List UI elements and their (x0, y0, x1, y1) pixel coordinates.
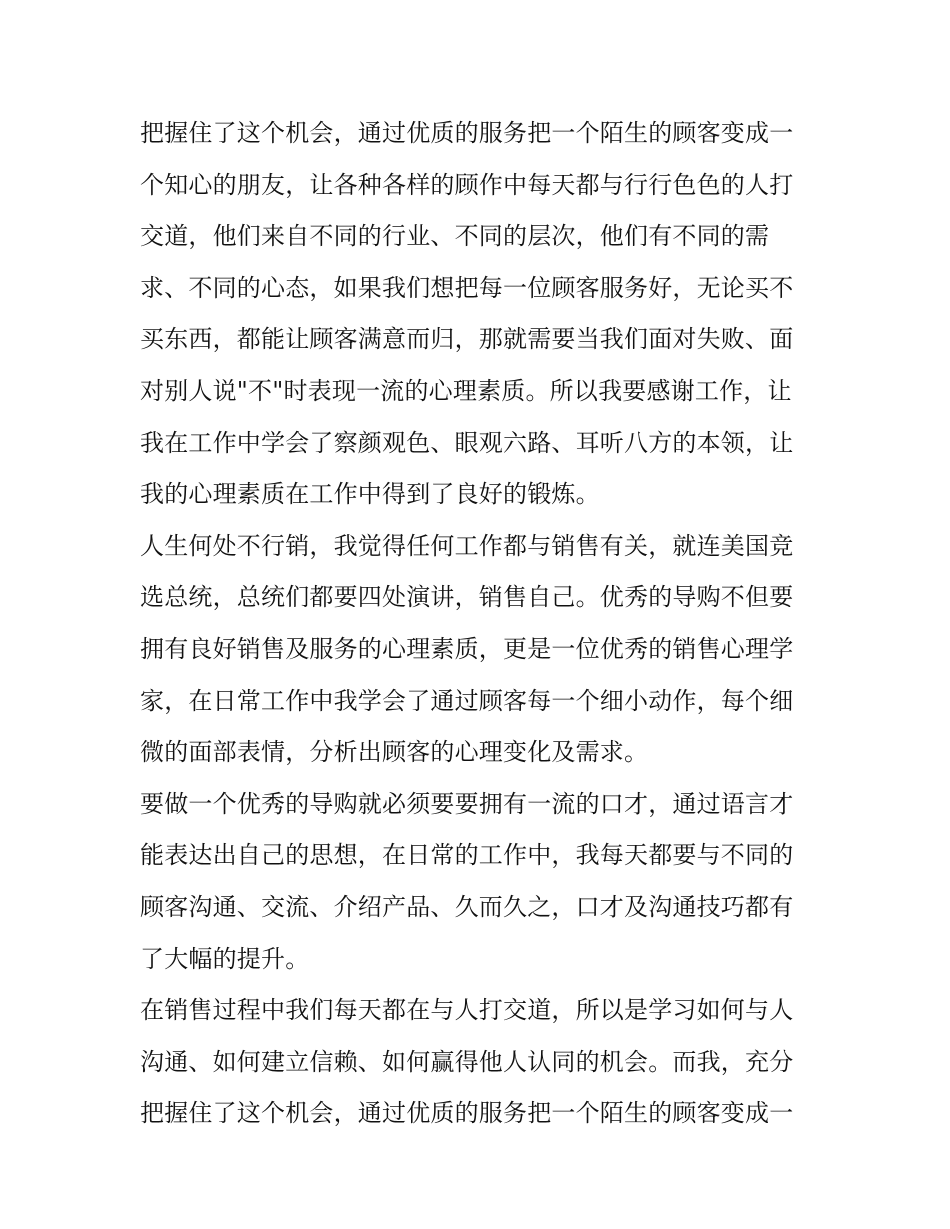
text-line: 把握住了这个机会，通过优质的服务把一个陌生的顾客变成一 (140, 1099, 794, 1128)
text-line: 我在工作中学会了察颜观色、眼观六路、耳听八方的本领，让 (140, 428, 794, 457)
text-line: 在销售过程中我们每天都在与人打交道，所以是学习如何与人 (140, 996, 794, 1025)
text-line: 人生何处不行销，我觉得任何工作都与销售有关，就连美国竞 (140, 531, 794, 560)
text-line: 能表达出自己的思想，在日常的工作中，我每天都要与不同的 (140, 841, 794, 870)
text-line: 求、不同的心态，如果我们想把每一位顾客服务好，无论买不 (140, 273, 794, 302)
text-line: 家，在日常工作中我学会了通过顾客每一个细小动作，每个细 (140, 686, 794, 715)
text-line: 个知心的朋友，让各种各样的顾作中每天都与行行色色的人打 (140, 170, 794, 199)
text-line: 把握住了这个机会，通过优质的服务把一个陌生的顾客变成一 (140, 119, 794, 147)
text-line: 要做一个优秀的导购就必须要要拥有一流的口才，通过语言才 (140, 789, 794, 818)
text-line: 顾客沟通、交流、介绍产品、久而久之，口才及沟通技巧都有 (140, 892, 794, 921)
text-line: 我的心理素质在工作中得到了良好的锻炼。 (140, 480, 600, 509)
text-line: 微的面部表情，分析出顾客的心理变化及需求。 (140, 738, 649, 767)
text-line: 选总统，总统们都要四处演讲，销售自己。优秀的导购不但要 (140, 583, 794, 612)
document-body (140, 108, 820, 1140)
text-line: 交道，他们来自不同的行业、不同的层次，他们有不同的需 (140, 222, 770, 251)
text-line: 拥有良好销售及服务的心理素质，更是一位优秀的销售心理学 (140, 634, 794, 663)
text-line: 对别人说"不"时表现一流的心理素质。所以我要感谢工作，让 (140, 376, 792, 405)
text-line: 沟通、如何建立信赖、如何赢得他人认同的机会。而我，充分 (140, 1047, 794, 1076)
text-line: 买东西，都能让顾客满意而归，那就需要当我们面对失败、面 (140, 325, 794, 354)
text-line: 了大幅的提升。 (140, 944, 310, 973)
